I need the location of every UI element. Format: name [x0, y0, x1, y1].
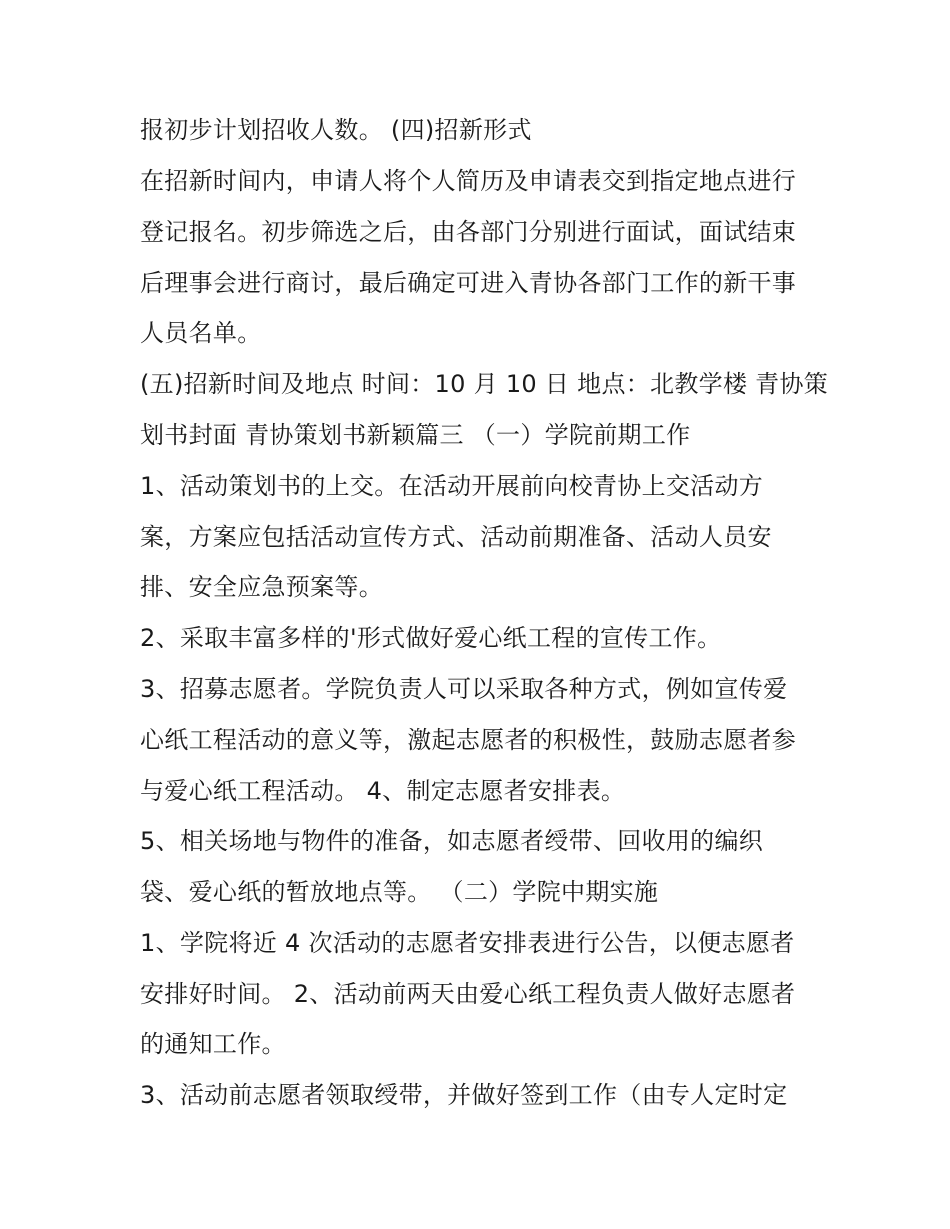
text-line: 5、相关场地与物件的准备，如志愿者绶带、回收用的编织 — [140, 827, 764, 855]
text-line: 心纸工程活动的意义等，激起志愿者的积极性，鼓励志愿者参 — [140, 726, 797, 754]
text-line: 划书封面 青协策划书新颖篇三 （一）学院前期工作 — [140, 421, 691, 449]
text-line: 2、采取丰富多样的'形式做好爱心纸工程的宣传工作。 — [140, 624, 722, 652]
text-line: 报初步计划招收人数。 (四)招新形式 — [140, 116, 532, 144]
text-line: 安排好时间。 2、活动前两天由爱心纸工程负责人做好志愿者 — [140, 980, 796, 1008]
text-line: (五)招新时间及地点 时间：10 月 10 日 地点：北教学楼 青协策 — [140, 370, 829, 398]
text-line: 3、招募志愿者。学院负责人可以采取各种方式，例如宣传爱 — [140, 675, 788, 703]
text-line: 后理事会进行商讨，最后确定可进入青协各部门工作的新干事 — [140, 269, 797, 297]
text-line: 登记报名。初步筛选之后，由各部门分别进行面试，面试结束 — [140, 218, 797, 246]
text-line: 3、活动前志愿者领取绶带，并做好签到工作（由专人定时定 — [140, 1081, 788, 1109]
text-line: 与爱心纸工程活动。 4、制定志愿者安排表。 — [140, 777, 626, 805]
text-line: 1、学院将近 4 次活动的志愿者安排表进行公告，以便志愿者 — [140, 929, 795, 957]
text-line: 人员名单。 — [140, 319, 262, 347]
text-line: 1、活动策划书的上交。在活动开展前向校青协上交活动方 — [140, 472, 764, 500]
text-line: 案，方案应包括活动宣传方式、活动前期准备、活动人员安 — [140, 523, 772, 551]
text-line: 的通知工作。 — [140, 1030, 286, 1058]
text-line: 袋、爱心纸的暂放地点等。 （二）学院中期实施 — [140, 878, 659, 906]
text-line: 排、安全应急预案等。 — [140, 573, 383, 601]
text-line: 在招新时间内，申请人将个人简历及申请表交到指定地点进行 — [140, 167, 797, 195]
